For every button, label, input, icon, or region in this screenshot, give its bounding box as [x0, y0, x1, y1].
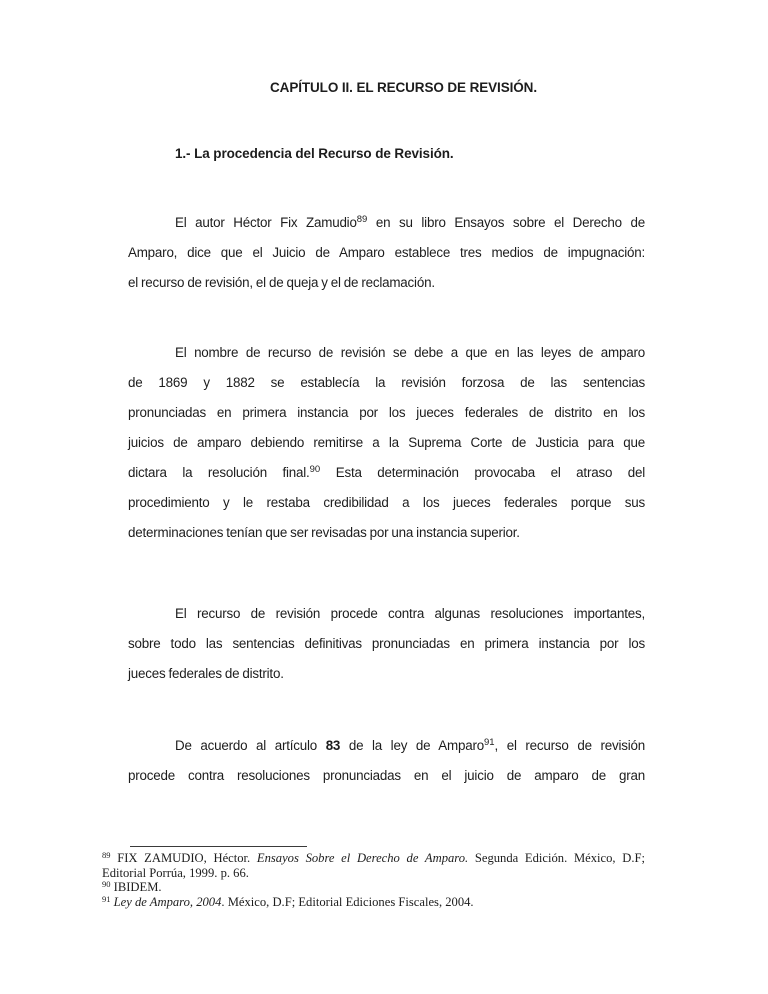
footnote-number-90: 90	[102, 879, 111, 890]
footnote-number-91: 91	[102, 893, 111, 904]
text-segment: IBIDEM.	[110, 880, 162, 895]
book-title: Ensayos Sobre el Derecho de Amparo.	[256, 851, 469, 865]
article-number: 83	[325, 738, 341, 753]
text-line: determinaciones tenían que ser revisadas por una instancia superior.	[128, 525, 520, 540]
footnote-ref-89: 89	[356, 214, 368, 225]
text-segment: Segunda Edición. México, D.F;	[468, 851, 646, 865]
text-segment: . México, D.F; Editorial Ediciones Fiscales, 2004.	[221, 894, 474, 909]
text-line: pronunciadas en primera instancia por los jueces federales de distrito en los	[128, 405, 645, 420]
text-line	[128, 731, 645, 761]
text-segment: El autor Héctor Fix Zamudio	[175, 215, 357, 230]
text-segment: FIX ZAMUDIO, Héctor.	[110, 851, 257, 865]
book-title: Ley de Amparo, 2004	[110, 894, 222, 909]
text-line: procedimiento y le restaba credibilidad a los jueces federales porque sus	[128, 495, 645, 510]
text-line	[128, 458, 645, 488]
chapter-title: CAPÍTULO II. EL RECURSO DE REVISIÓN.	[270, 80, 537, 95]
text-line: el recurso de revisión, el de queja y el de reclamación.	[128, 275, 435, 290]
footnote-90	[102, 880, 645, 895]
text-line: Amparo, dice que el Juicio de Amparo establece tres medios de impugnación:	[128, 245, 645, 260]
text-segment: , el recurso de revisión	[494, 738, 646, 753]
footnote-89	[102, 851, 645, 866]
footnote-89-line2: Editorial Porrúa, 1999. p. 66.	[102, 865, 249, 880]
text-segment: dictara la resolución final.	[128, 465, 310, 480]
footnote-ref-90: 90	[309, 464, 321, 475]
paragraph-1	[128, 208, 645, 298]
footnote-separator	[130, 846, 307, 847]
paragraph-3	[128, 599, 645, 689]
footnote-number-89: 89	[102, 850, 111, 860]
text-line: jueces federales de distrito.	[128, 666, 284, 681]
text-line: sobre todo las sentencias definitivas pronunciadas en primera instancia por los	[128, 636, 645, 651]
text-line: procede contra resoluciones pronunciadas en el juicio de amparo de gran	[128, 768, 645, 783]
text-line: El nombre de recurso de revisión se debe a que en las leyes de amparo	[175, 345, 645, 360]
paragraph-2	[128, 338, 645, 548]
text-segment: en su libro Ensayos sobre el Derecho de	[367, 215, 646, 230]
text-line	[128, 208, 645, 238]
text-segment: De acuerdo al artículo	[175, 738, 326, 753]
paragraph-4	[128, 731, 645, 791]
section-heading: 1.- La procedencia del Recurso de Revisión.	[175, 146, 454, 161]
footnote-91	[102, 895, 645, 910]
text-segment: Esta determinación provocaba el atraso del	[320, 465, 646, 480]
footnote-ref-91: 91	[483, 737, 495, 748]
text-line: de 1869 y 1882 se establecía la revisión forzosa de las sentencias	[128, 375, 645, 390]
text-segment: de la ley de Amparo	[340, 738, 484, 753]
footnotes-section	[102, 851, 645, 909]
text-line: juicios de amparo debiendo remitirse a la Suprema Corte de Justicia para que	[128, 435, 645, 450]
text-line: El recurso de revisión procede contra algunas resoluciones importantes,	[175, 606, 645, 621]
